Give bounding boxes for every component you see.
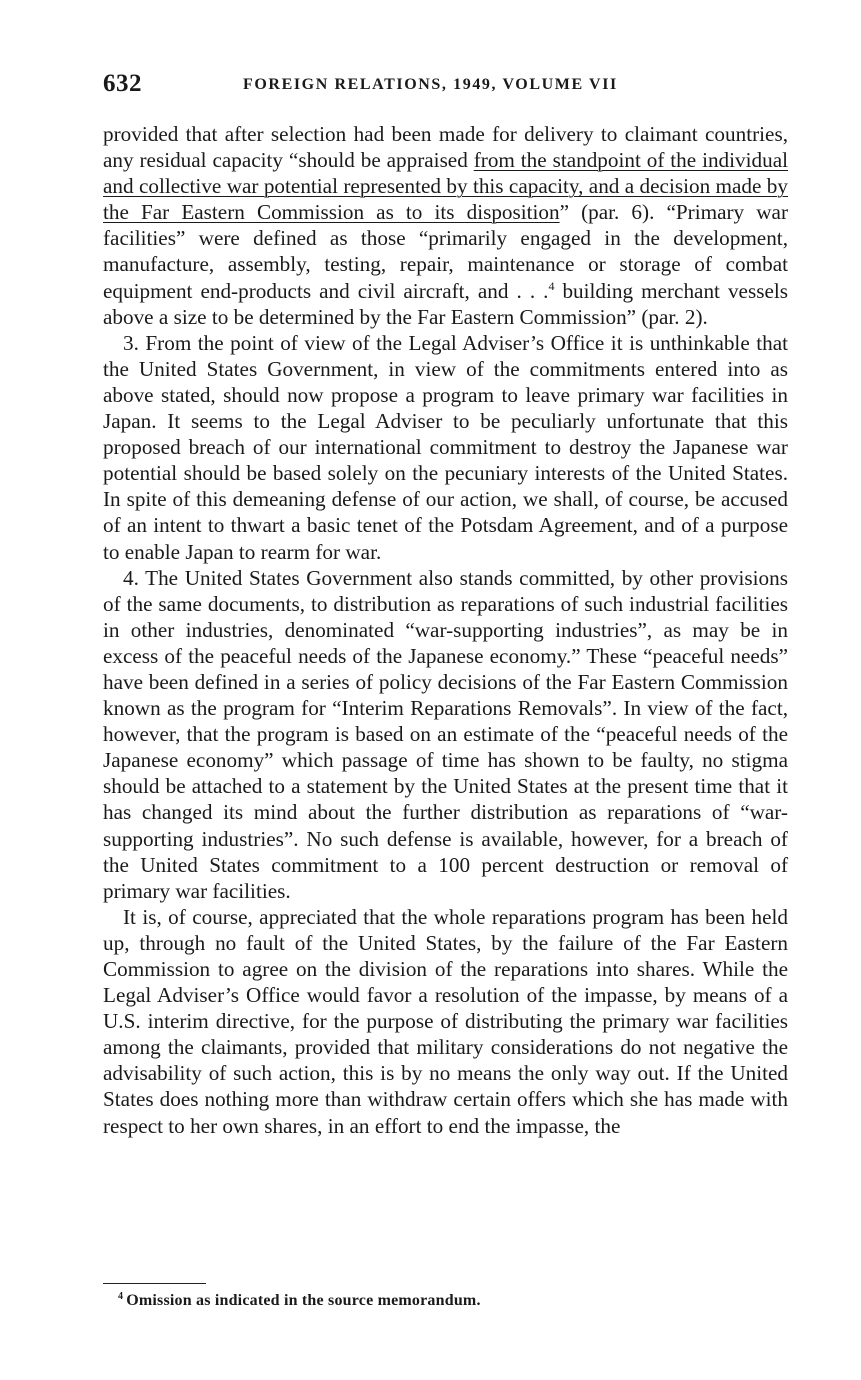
footnote-mark: 4 bbox=[118, 1290, 124, 1302]
paragraph-1 bbox=[103, 121, 788, 330]
body-text bbox=[103, 121, 788, 1139]
paragraph-1-part-c: ” (par. 6). “Primary war facilities” were defined as those “primarily engaged in the development, manufacture, assembly, testing, repair, maintenance or storage of combat equipment end-products and civil aircraft, and . . . bbox=[103, 200, 788, 303]
paragraph-1-underlined-passage: from the standpoint of the individual and collective war potential represented by this capacity, and a decision made by the Far Eastern Commission as to its disposition bbox=[103, 148, 789, 225]
paragraph-3: 4. The United States Government also stands committed, by other provisions of the same documents, to distribution as reparations of such industrial facilities in other industries, denominated “war-supporting industries”, as may be in excess of the peaceful needs of the Japanese economy.” These “peaceful needs” have been defined in a series of policy decisions of the Far Eastern Commission known as the program for “Interim Reparations Removals”. In view of the fact, however, that the program is based on an estimate of the “peaceful needs of the Japanese economy” which passage of time has shown to be faulty, no stigma should be attached to a statement by the United States at the present time that it has changed its mind about the further distribution as reparations of “war-supporting industries”. No such defense is available, however, for a breach of the United States commitment to a 100 percent destruction or removal of primary war facilities. bbox=[103, 565, 788, 903]
running-title: FOREIGN RELATIONS, 1949, VOLUME VII bbox=[243, 76, 618, 93]
page-number: 632 bbox=[103, 70, 142, 97]
paragraph-2: 3. From the point of view of the Legal Adviser’s Office it is unthinkable that the United States Government, in view of the commitments entered into as above stated, should now propose a program to leave primary war facilities in Japan. It seems to the Legal Adviser to be peculiarly unfortunate that this proposed breach of our international commitment to destroy the Japanese war potential should be based solely on the pecuniary interests of the United States. In spite of this demeaning defense of our action, we shall, of course, be accused of an intent to thwart a basic tenet of the Potsdam Agreement, and of a purpose to enable Japan to rearm for war. bbox=[103, 330, 788, 564]
paragraph-4: It is, of course, appreciated that the whole reparations program has been held up, through no fault of the United States, by the failure of the Far Eastern Commission to agree on the division of the reparations into shares. While the Legal Adviser’s Office would favor a resolution of the impasse, by means of a U.S. interim directive, for the purpose of distributing the primary war facilities among the claimants, provided that military considerations do not negative the advisability of such action, this is by no means the only way out. If the United States does nothing more than withdraw certain offers which she has made with respect to her own shares, in an effort to end the impasse, the bbox=[103, 904, 788, 1138]
footnote-divider bbox=[103, 1283, 206, 1284]
running-head bbox=[103, 70, 793, 104]
footnote-text: Omission as indicated in the source memorandum. bbox=[126, 1292, 481, 1309]
footnote-reference: 4 bbox=[548, 278, 555, 293]
footnote bbox=[118, 1292, 481, 1310]
paragraph-1-part-a: provided that after selection had been made for delivery to claimant countries, any residual capacity “should be appraised bbox=[103, 122, 788, 173]
paragraph-1-part-d: building merchant vessels above a size to be determined by the Far Eastern Commission” (par. 2). bbox=[103, 278, 788, 329]
